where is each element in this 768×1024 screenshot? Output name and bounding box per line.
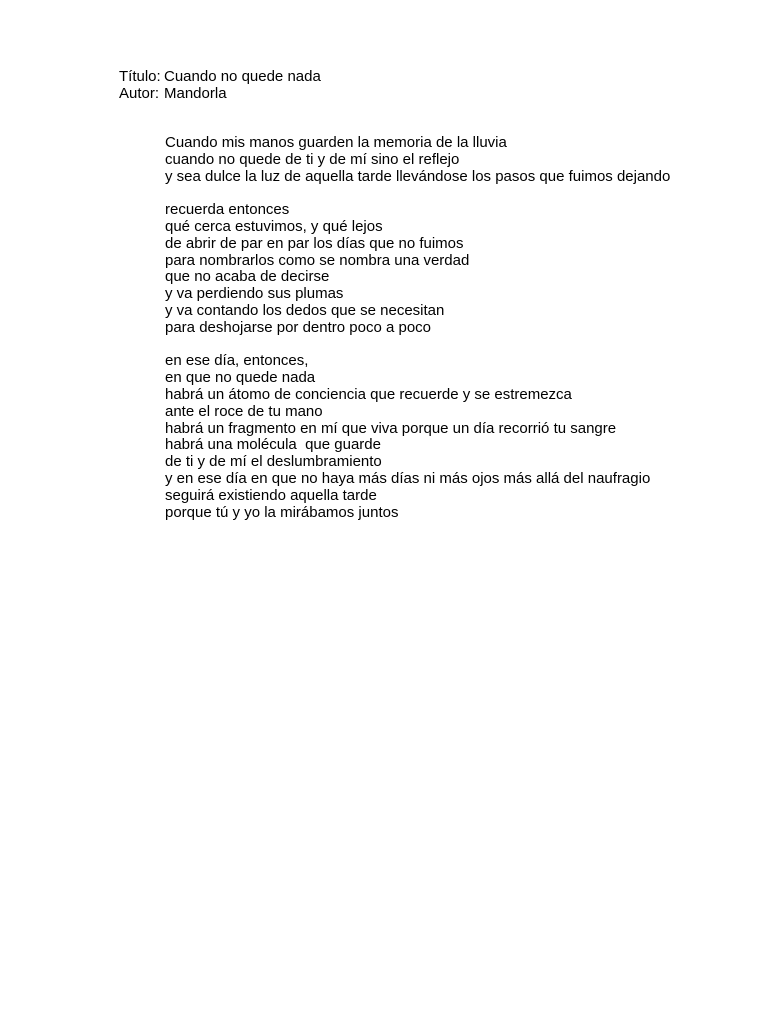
- document-header: [119, 68, 321, 102]
- poem-line: y en ese día en que no haya más días ni más ojos más allá del naufragio: [165, 469, 651, 487]
- title-label: Título:: [119, 68, 161, 85]
- title-value: Cuando no quede nada: [164, 68, 321, 85]
- poem-stanza: [165, 135, 670, 185]
- poem-line: qué cerca estuvimos, y qué lejos: [165, 217, 383, 235]
- author-label: Autor:: [119, 85, 160, 102]
- poem-line: Cuando mis manos guarden la memoria de la lluvia: [165, 134, 507, 151]
- poem-line: en que no quede nada: [165, 369, 316, 387]
- poem-line: y va perdiendo sus plumas: [165, 285, 344, 303]
- poem-line: cuando no quede de ti y de mí sino el reflejo: [165, 150, 460, 168]
- poem-line: que no acaba de decirse: [165, 268, 330, 286]
- poem-body: [165, 135, 670, 538]
- poem-stanza: [165, 353, 670, 521]
- poem-stanza: [165, 202, 670, 336]
- title-row: [119, 68, 321, 85]
- author-row: [119, 85, 321, 102]
- poem-line: porque tú y yo la mirábamos juntos: [165, 503, 399, 521]
- poem-line: para nombrarlos como se nombra una verdad: [165, 251, 470, 269]
- poem-line: recuerda entonces: [165, 201, 290, 219]
- poem-line: y sea dulce la luz de aquella tarde llevándose los pasos que fuimos dejando: [165, 167, 671, 185]
- poem-line: ante el roce de tu mano: [165, 402, 323, 420]
- poem-line: de ti y de mí el deslumbramiento: [165, 453, 382, 471]
- poem-line: habrá un átomo de conciencia que recuerde y se estremezca: [165, 385, 572, 403]
- poem-line: seguirá existiendo aquella tarde: [165, 486, 377, 504]
- poem-line: y va contando los dedos que se necesitan: [165, 301, 445, 319]
- author-value: Mandorla: [164, 85, 227, 102]
- poem-line: habrá un fragmento en mí que viva porque un día recorrió tu sangre: [165, 419, 617, 437]
- poem-line: para deshojarse por dentro poco a poco: [165, 318, 432, 336]
- poem-line: en ese día, entonces,: [165, 352, 309, 370]
- poem-line: de abrir de par en par los días que no fuimos: [165, 234, 464, 252]
- poem-line: habrá una molécula que guarde: [165, 436, 381, 454]
